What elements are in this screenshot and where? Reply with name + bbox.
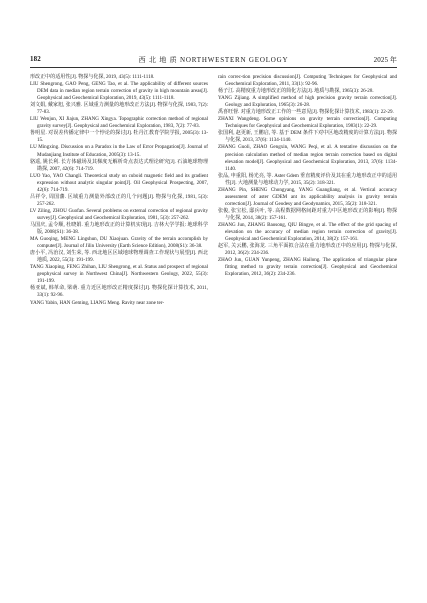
reference-entry: MA Guoqing, MENG Lingshun, DU Xiaojuan. Gravity of the terrain accomplish by computer[J]. Journal of Jilin University (Earth Science Edition), 2008(S1): 36-38.: [30, 236, 208, 250]
reference-entry: ZHANG Pin, SHENG Chongyang, YANG Guangliang, et al. Vertical accuracy assessment of aster GDEM ant its applicability analysis in gravity terrain correction[J]. Journal of Geodesy and Geodynamics, 2015, 35(2): 318-321.: [218, 186, 397, 207]
references-left-column: [30, 74, 208, 307]
reference-entry: LV Ziling, ZHOU Guofan. Several problems on external correction of regional gravity survey[J]. Geophysical and Geochemical Exploration, 1981, 5(3): 257-262.: [30, 207, 208, 221]
reference-entry: ZHANG Guoli, ZHAO Gengxin, WANG Peqi, et al. A tentative discussion on the precision calculation method of median region terrain correction based on digital elevation model[J]. Geophysical and Geochemical Exploration, 2013, 37(6): 1134-1140.: [218, 144, 397, 172]
reference-entry: ZHANG Jun, ZHANG Baosong, QIU Bingye, et al. The effect of the grid spacing of elevation on the accuracy of median region terrain correction of gravity[J]. Geophysical and Geochemical Exploration, 2014, 38(2): 157-161.: [218, 221, 397, 243]
reference-entry: 吕祥令, 周国藩. 区域重力测量外部改正的几个问题[J]. 物探与化探, 1981, 5(3): 257-262.: [30, 193, 208, 207]
reference-entry: 张俊, 张宝松, 邸兵叶, 等. 高程数据网格间距对重力中区地形改正的影响[J]. 物探与化探, 2014, 38(2): 157-161.: [218, 207, 397, 221]
issue-year: 2025 年: [373, 56, 397, 64]
reference-entry: LIU Wenjun, XI Jiajun, ZHANG Xingya. Topographic correction method of regional gravity survey[J]. Geophysical and Geochemical Exploration, 1983, 7(2): 77-83.: [30, 116, 208, 130]
reference-entry: 形改正中的适用性[J]. 物探与化探, 2019, 43(5): 1111-1118.: [30, 74, 155, 80]
reference-entry: LU Mingxing. Discussion on a Paradox in the Law of Error Propagation[J]. Journal of Mudanjiang Institute of Education, 2005(3): 13-15.: [30, 144, 208, 158]
reference-entry: 禹喜旺督. 对重力地形改正工作的一些意见[J]. 物探化探计算技术, 1983(1): 22-29.: [218, 109, 394, 116]
reference-entry: ZHAO Jun, GUAN Yunpeng, ZHANG Hailong. The application of triangular plane fitting method to gravity terrain correction[J]. Geophysical and Geochemical Exploration, 2012, 36(2): 234-236.: [218, 257, 397, 278]
reference-entry: rain correc-tion precision discussion[J]. Computing Techniques for Geophysical and Geochemical Exploration, 2011, 33(1): 92-96.: [218, 74, 397, 88]
reference-entry: 骆遥, 姚长利. 长方体磁场及其梯度无解析奇点表达式理论研究[J]. 石油地球物理勘探, 2007, 42(6): 714-719.: [30, 158, 208, 172]
reference-entry: 张品, 申重阳, 杨光亮, 等. Aster Gdem 垂直精度评价及其在重力地形改正中的适用性[J]. 大地测量与地球动力学, 2015, 35(2): 318-321.: [218, 172, 397, 186]
reference-entry: 赵军, 关云鹏, 张海龙. 三角平面拟合法在重力地形改正中的应用[J]. 物探与化探, 2012, 36(2): 234-236.: [218, 243, 397, 257]
reference-entry: 鲁明星. 对误差传播定律中一个悖论的探讨[J]. 牡丹江教育学院学报, 2005(3): 13-15.: [30, 130, 208, 144]
reference-entry: 唐小平, 冯治汉, 刘生荣, 等. 西北地区区域地球物理调查工作现状与展望[J]. 西北地质, 2022, 55(3): 191-199.: [30, 250, 208, 264]
reference-entry: YANG Zijiang. A simplified method of high precision gravity terrain correction[J]. Geology and Exploration, 1965(3): 26-28.: [218, 95, 397, 109]
reference-entry: 杨子江. 高精度重力地形改正的简化方法[J]. 地质与勘探, 1965(3): 26-28.: [218, 88, 374, 95]
reference-entry: 杨亚斌, 韩革命, 梁萌. 重力近区地形改正精度探讨[J]. 物探化探计算技术, 2011, 33(1): 92-96.: [30, 285, 208, 299]
reference-entry: 马国庆, 孟令顺, 杜晓娟. 重力地形改正的计算机实现[J]. 吉林大学学报: 地球科学版, 2008(S1): 36-38.: [30, 221, 208, 236]
reference-entry: 张国利, 赵更新, 王鹏启, 等. 基于 DEM 条件下对中区地改精度的计算方法[J]. 物探与化探, 2013, 37(6): 1134-1140.: [218, 130, 397, 144]
journal-title: 西 北 地 质 NORTHWESTERN GEOLOGY: [138, 56, 289, 64]
header-rule: [30, 67, 397, 68]
reference-entry: LIU Shengrong, GAO Peng, GENG Tao, et al. The applicability of different sources DEM data in median region terrain correction of gravity in high mountain areas[J]. Geophysical and Geochemical Exploration, 2019, 43(5): 1111-1118.: [30, 81, 208, 102]
reference-entry: TANG Xiaoping, FENG Zhihan, LIU Shengrong, et al. Status and prospect of regional geophysical survey in Northwest China[J]. Northwestern Geology, 2022, 55(3): 191-199.: [30, 264, 208, 285]
page-number: 182: [30, 55, 41, 63]
running-header: [30, 55, 397, 67]
reference-entry: 刘文娟, 戴家旭, 张兴雅. 区域重力测量的地形改正方法[J]. 物探与化探, 1983, 7(2): 77-83.: [30, 102, 208, 116]
reference-entry: ZHAXI Wangdeng. Some opinions on gravity terrain correction[J]. Computing Techniques for Geophysical and Geochemical Exploration, 1983(1): 22-29.: [218, 116, 397, 130]
reference-entry: YANG Yabin, HAN Geming, LIANG Meng. Ravity near zone ter-: [30, 299, 165, 306]
reference-entry: LUO Yao, YAO Changli. Theoretical study on cuboid magnetic field and its gradient expression without analytic singular point[J]. Oil Geophysical Prospecting, 2007, 42(6): 714-719.: [30, 172, 208, 193]
references-right-column: [218, 74, 397, 278]
